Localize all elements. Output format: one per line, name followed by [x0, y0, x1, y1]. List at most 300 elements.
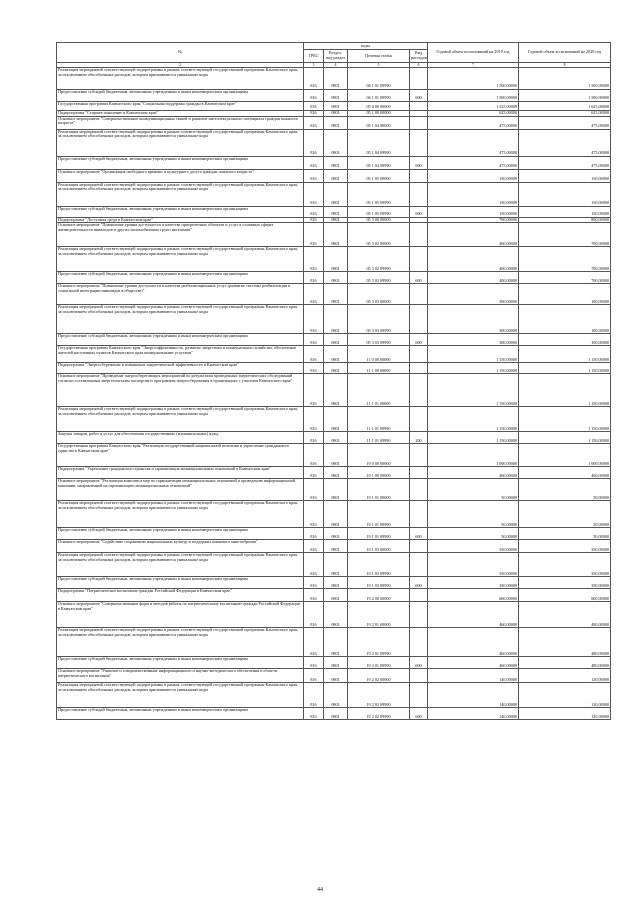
- row-2019-value: 50,00000: [428, 501, 519, 528]
- row-target: 11 0 00 00000: [348, 346, 410, 363]
- row-exp-type: [410, 346, 428, 363]
- row-2019-value: 1 225,00000: [428, 102, 519, 111]
- header-exp-type: Вид расходов: [410, 50, 428, 63]
- table-row: [57, 657, 611, 669]
- row-exp-type: 600: [410, 528, 428, 540]
- row-name: Реализация мероприятий соответствующей подпрограммы в рамках соответствующей государственной программы Камчатского края, за исключением обособленных расходов, которым присваиваются уникальные коды: [57, 407, 304, 432]
- table-row: [57, 247, 611, 272]
- row-target: 19 1 03 00000: [348, 540, 410, 553]
- row-name: Реализация мероприятий соответствующей подпрограммы в рамках соответствующей государственной программы Камчатского края, за исключением обособленных расходов, которым присваиваются уникальные коды: [57, 553, 304, 577]
- row-2019-value: 1 150,00000: [428, 374, 519, 407]
- row-name: Предоставление субсидий бюджетным, автономным учреждениям и иным некоммерческим организациям: [57, 334, 304, 346]
- table-row: [57, 374, 611, 407]
- colnum: 4: [324, 63, 348, 68]
- row-2019-value: 460,00000: [428, 657, 519, 669]
- row-grbs: 816: [304, 68, 324, 90]
- row-2019-value: 50,00000: [428, 479, 519, 501]
- row-2020-value: 625,00000: [519, 111, 611, 117]
- header-grbs: ГРБС: [304, 50, 324, 63]
- budget-table: [56, 42, 611, 720]
- row-grbs: 816: [304, 628, 324, 657]
- row-target: 19 2 01 00000: [348, 602, 410, 628]
- row-2020-value: 1 500,00000: [519, 90, 611, 102]
- row-2019-value: 400,00000: [428, 272, 519, 284]
- row-target: 19 1 01 00000: [348, 479, 410, 501]
- row-section: 0801: [324, 467, 348, 479]
- row-section: 0801: [324, 683, 348, 708]
- row-target: 05 3 03 09990: [348, 305, 410, 334]
- table-row: [57, 553, 611, 577]
- row-2020-value: 120,00000: [519, 669, 611, 683]
- row-name: Реализация мероприятий соответствующей подпрограммы в рамках соответствующей государственной программы Камчатского края, за исключением обособленных расходов, которым присваиваются уникальные коды: [57, 182, 304, 206]
- row-grbs: 816: [304, 602, 324, 628]
- row-2019-value: 150,00000: [428, 182, 519, 206]
- row-name: Предоставление субсидий бюджетным, автономным учреждениям и иным некоммерческим организациям: [57, 90, 304, 102]
- row-grbs: 816: [304, 90, 324, 102]
- row-grbs: 816: [304, 217, 324, 223]
- row-exp-type: [410, 501, 428, 528]
- row-grbs: 816: [304, 169, 324, 182]
- row-target: 19 1 03 09990: [348, 553, 410, 577]
- colnum: 2: [57, 63, 304, 68]
- table-row: [57, 577, 611, 589]
- row-section: 0801: [324, 501, 348, 528]
- table-row: [57, 628, 611, 657]
- row-target: 05 0 00 00000: [348, 102, 410, 111]
- colnum: 6: [410, 63, 428, 68]
- row-name: Подпрограмма "Патриотическое воспитание граждан Российской Федерации в Камчатском крае": [57, 589, 304, 602]
- row-name: Реализация мероприятий соответствующей подпрограммы в рамках соответствующей государственной программы Камчатского края, за исключением обособленных расходов, которым присваиваются уникальные коды: [57, 68, 304, 90]
- row-exp-type: [410, 116, 428, 129]
- row-section: 0801: [324, 589, 348, 602]
- row-section: 0801: [324, 553, 348, 577]
- row-grbs: 816: [304, 272, 324, 284]
- row-name: Предоставление субсидий бюджетным, автономным учреждениям и иным некоммерческим организациям: [57, 528, 304, 540]
- row-2020-value: 700,00000: [519, 223, 611, 247]
- row-name: Предоставление субсидий бюджетным, автономным учреждениям и иным некоммерческим организациям: [57, 156, 304, 169]
- row-exp-type: 600: [410, 206, 428, 217]
- row-2020-value: 480,00000: [519, 602, 611, 628]
- row-target: 19 0 00 00000: [348, 444, 410, 467]
- row-section: 0801: [324, 116, 348, 129]
- row-grbs: 816: [304, 528, 324, 540]
- row-2019-value: 300,00000: [428, 284, 519, 305]
- table-row: [57, 444, 611, 467]
- row-section: 0801: [324, 129, 348, 156]
- row-grbs: 816: [304, 589, 324, 602]
- row-target: 19 2 02 09990: [348, 708, 410, 720]
- row-name: Основное мероприятие "Совершенствование коммуникационных связей и развитие интеллектуального потенциала граждан пожилого возраста": [57, 116, 304, 129]
- row-exp-type: [410, 182, 428, 206]
- colnum: 3: [304, 63, 324, 68]
- row-grbs: 816: [304, 407, 324, 432]
- row-name: Основное мероприятие "Повышение уровня доступности и качества приоритетных объектов и услуг в основных сферах жизнедеятельности инвалидов и других маломобильных групп населения": [57, 223, 304, 247]
- row-section: 0801: [324, 374, 348, 407]
- row-section: 0801: [324, 102, 348, 111]
- row-2020-value: 1 150,00000: [519, 363, 611, 374]
- table-row: [57, 432, 611, 444]
- row-2020-value: 475,00000: [519, 129, 611, 156]
- row-2019-value: 460,00000: [428, 602, 519, 628]
- row-target: 05 1 00 00000: [348, 111, 410, 117]
- row-target: 04 1 01 09990: [348, 68, 410, 90]
- row-2020-value: 100,00000: [519, 305, 611, 334]
- row-target: 05 3 00 00000: [348, 217, 410, 223]
- row-2019-value: 140,00000: [428, 708, 519, 720]
- row-exp-type: [410, 223, 428, 247]
- row-section: 0801: [324, 602, 348, 628]
- row-target: 05 1 05 09990: [348, 206, 410, 217]
- row-grbs: 816: [304, 129, 324, 156]
- header-2019: Годовой объем ассигнований на 2019 год: [428, 43, 519, 63]
- row-exp-type: 200: [410, 432, 428, 444]
- row-grbs: 816: [304, 540, 324, 553]
- table-row: [57, 501, 611, 528]
- row-exp-type: [410, 479, 428, 501]
- table-row: [57, 407, 611, 432]
- row-grbs: 816: [304, 346, 324, 363]
- table-body: [57, 68, 611, 720]
- row-target: 19 2 00 00000: [348, 589, 410, 602]
- row-exp-type: 600: [410, 657, 428, 669]
- row-grbs: 816: [304, 363, 324, 374]
- row-section: 0801: [324, 68, 348, 90]
- row-2019-value: 460,00000: [428, 628, 519, 657]
- row-exp-type: [410, 247, 428, 272]
- row-grbs: 816: [304, 305, 324, 334]
- row-name: Основное мероприятие "Проведение энергосберегающих мероприятий по результатам проведенных энергетических обследований согласно составленным энергетическим паспортам и программам энергосбережения в организациях с участием Камчатского края": [57, 374, 304, 407]
- row-name: Основное мероприятие "Повышение уровня доступности и качества реабилитационных услуг (развитие системы реабилитации и социальной интеграции инвалидов в обществе)": [57, 284, 304, 305]
- row-section: 0801: [324, 540, 348, 553]
- row-exp-type: [410, 129, 428, 156]
- header-2020: Годовой объем ассигнований на 2020 год: [519, 43, 611, 63]
- row-target: 19 2 02 09990: [348, 683, 410, 708]
- header-target: Целевая статья: [348, 50, 410, 63]
- row-target: 05 1 05 09990: [348, 182, 410, 206]
- row-exp-type: 600: [410, 334, 428, 346]
- row-grbs: 816: [304, 657, 324, 669]
- row-target: 11 1 01 09990: [348, 407, 410, 432]
- row-grbs: 816: [304, 374, 324, 407]
- row-2019-value: 475,00000: [428, 129, 519, 156]
- row-2019-value: 1 500,00000: [428, 68, 519, 90]
- row-exp-type: [410, 68, 428, 90]
- row-exp-type: [410, 102, 428, 111]
- row-2019-value: 150,00000: [428, 206, 519, 217]
- row-name: Реализация мероприятий соответствующей подпрограммы в рамках соответствующей государственной программы Камчатского края, за исключением обособленных расходов, которым присваиваются уникальные коды: [57, 129, 304, 156]
- row-2020-value: 150,00000: [519, 169, 611, 182]
- row-section: 0801: [324, 346, 348, 363]
- row-exp-type: [410, 628, 428, 657]
- table-row: [57, 169, 611, 182]
- row-section: 0801: [324, 407, 348, 432]
- row-section: 0801: [324, 182, 348, 206]
- row-exp-type: [410, 553, 428, 577]
- row-2019-value: 400,00000: [428, 467, 519, 479]
- row-grbs: 816: [304, 223, 324, 247]
- row-name: Подпрограмма "Старшее поколение в Камчатском крае": [57, 111, 304, 117]
- row-name: Государственная программа Камчатского края "Энергоэффективность, развитие энергетики и коммунального хозяйства, обеспечение жителей населенных пунктов Камчатского края коммунальными услугами": [57, 346, 304, 363]
- row-2019-value: 300,00000: [428, 305, 519, 334]
- table-row: [57, 334, 611, 346]
- row-exp-type: 600: [410, 156, 428, 169]
- row-exp-type: [410, 407, 428, 432]
- row-name: Государственная программа Камчатского края "Социальная поддержка граждан в Камчатском крае": [57, 102, 304, 111]
- row-2019-value: 350,00000: [428, 540, 519, 553]
- table-row: [57, 479, 611, 501]
- row-2020-value: 400,00000: [519, 467, 611, 479]
- table-row: [57, 223, 611, 247]
- table-row: [57, 68, 611, 90]
- row-target: 11 1 01 09990: [348, 432, 410, 444]
- row-target: 05 3 02 09990: [348, 247, 410, 272]
- row-exp-type: [410, 602, 428, 628]
- row-2020-value: 700,00000: [519, 247, 611, 272]
- row-target: 05 1 04 00000: [348, 116, 410, 129]
- row-grbs: 816: [304, 577, 324, 589]
- row-2020-value: 120,00000: [519, 708, 611, 720]
- row-2019-value: 300,00000: [428, 334, 519, 346]
- row-section: 0801: [324, 628, 348, 657]
- table-row: [57, 182, 611, 206]
- row-grbs: 816: [304, 247, 324, 272]
- row-2020-value: 1 625,00000: [519, 102, 611, 111]
- row-2019-value: 140,00000: [428, 683, 519, 708]
- row-section: 0801: [324, 272, 348, 284]
- row-2020-value: 475,00000: [519, 116, 611, 129]
- row-section: 0801: [324, 334, 348, 346]
- row-name: Реализация мероприятий соответствующей подпрограммы в рамках соответствующей государственной программы Камчатского края, за исключением обособленных расходов, которым присваиваются уникальные коды: [57, 305, 304, 334]
- row-2019-value: 150,00000: [428, 169, 519, 182]
- row-2019-value: 350,00000: [428, 577, 519, 589]
- row-target: 19 2 02 00000: [348, 669, 410, 683]
- row-exp-type: [410, 363, 428, 374]
- row-section: 0801: [324, 363, 348, 374]
- row-2020-value: 100,00000: [519, 334, 611, 346]
- row-2020-value: 480,00000: [519, 628, 611, 657]
- table-row: [57, 206, 611, 217]
- row-target: 19 2 01 09990: [348, 657, 410, 669]
- row-exp-type: [410, 374, 428, 407]
- row-2020-value: 1 150,00000: [519, 374, 611, 407]
- row-name: Реализация мероприятий соответствующей подпрограммы в рамках соответствующей государственной программы Камчатского края, за исключением обособленных расходов, которым присваиваются уникальные коды: [57, 628, 304, 657]
- budget-table-sheet: [56, 42, 610, 720]
- table-row: [57, 363, 611, 374]
- row-grbs: 816: [304, 206, 324, 217]
- row-2020-value: 1 000,00000: [519, 444, 611, 467]
- table-row: [57, 116, 611, 129]
- row-2019-value: 625,00000: [428, 111, 519, 117]
- row-grbs: 816: [304, 444, 324, 467]
- row-section: 0801: [324, 156, 348, 169]
- row-exp-type: 600: [410, 577, 428, 589]
- row-grbs: 816: [304, 708, 324, 720]
- row-2019-value: 1 500,00000: [428, 90, 519, 102]
- row-grbs: 816: [304, 669, 324, 683]
- page-number: 44: [317, 887, 323, 893]
- row-2019-value: 1 150,00000: [428, 346, 519, 363]
- row-2019-value: 475,00000: [428, 116, 519, 129]
- row-grbs: 816: [304, 116, 324, 129]
- row-target: 04 1 01 09990: [348, 90, 410, 102]
- row-exp-type: [410, 284, 428, 305]
- row-2019-value: 350,00000: [428, 553, 519, 577]
- row-2020-value: 350,00000: [519, 540, 611, 553]
- row-exp-type: [410, 169, 428, 182]
- row-target: 19 1 00 00000: [348, 467, 410, 479]
- table-row: [57, 467, 611, 479]
- row-section: 0801: [324, 577, 348, 589]
- row-target: 05 3 02 09990: [348, 272, 410, 284]
- row-section: 0801: [324, 657, 348, 669]
- row-2019-value: 1 150,00000: [428, 432, 519, 444]
- row-grbs: 816: [304, 479, 324, 501]
- colnum: 5: [348, 63, 410, 68]
- row-2020-value: 150,00000: [519, 182, 611, 206]
- row-grbs: 816: [304, 334, 324, 346]
- row-name: Реализация мероприятий соответствующей подпрограммы в рамках соответствующей государственной программы Камчатского края, за исключением обособленных расходов, которым присваиваются уникальные коды: [57, 501, 304, 528]
- row-section: 0801: [324, 284, 348, 305]
- row-section: 0801: [324, 90, 348, 102]
- row-section: 0801: [324, 669, 348, 683]
- table-row: [57, 305, 611, 334]
- row-section: 0801: [324, 305, 348, 334]
- row-2020-value: 600,00000: [519, 589, 611, 602]
- row-exp-type: [410, 683, 428, 708]
- row-2019-value: 475,00000: [428, 156, 519, 169]
- row-target: 05 3 02 00000: [348, 223, 410, 247]
- row-target: 11 1 01 00000: [348, 374, 410, 407]
- row-name: Реализация мероприятий соответствующей подпрограммы в рамках соответствующей государственной программы Камчатского края, за исключением обособленных расходов, которым присваиваются уникальные коды: [57, 683, 304, 708]
- row-name: Подпрограмма "Доступная среда в Камчатском крае": [57, 217, 304, 223]
- row-target: 19 1 01 09990: [348, 501, 410, 528]
- row-2019-value: 140,00000: [428, 669, 519, 683]
- row-2019-value: 700,00000: [428, 217, 519, 223]
- row-2020-value: 475,00000: [519, 156, 611, 169]
- row-2019-value: 1 150,00000: [428, 363, 519, 374]
- row-name: Предоставление субсидий бюджетным, автономным учреждениям и иным некоммерческим организациям: [57, 206, 304, 217]
- row-grbs: 816: [304, 467, 324, 479]
- row-2020-value: 150,00000: [519, 206, 611, 217]
- table-row: [57, 589, 611, 602]
- row-2020-value: 50,00000: [519, 501, 611, 528]
- row-name: Закупка товаров, работ и услуг для обеспечения государственных (муниципальных) нужд: [57, 432, 304, 444]
- row-exp-type: [410, 444, 428, 467]
- table-row: [57, 708, 611, 720]
- row-name: Подпрограмма "Энергосбережение и повышение энергетической эффективности в Камчатском крае": [57, 363, 304, 374]
- row-2019-value: 1 000,00000: [428, 444, 519, 467]
- row-name: Основное мероприятие "Развитие и совершенствование информационного и научно-методического обеспечения в области патриотического воспитания": [57, 669, 304, 683]
- row-name: Государственная программа Камчатского края "Реализация государственной национальной политики и укрепление гражданского единства в Камчатском крае": [57, 444, 304, 467]
- row-section: 0801: [324, 223, 348, 247]
- row-section: 0801: [324, 432, 348, 444]
- header-codes: коды: [304, 43, 428, 50]
- row-target: 19 1 01 09990: [348, 528, 410, 540]
- row-target: 05 3 03 00000: [348, 284, 410, 305]
- row-grbs: 816: [304, 683, 324, 708]
- table-row: [57, 540, 611, 553]
- row-grbs: 816: [304, 156, 324, 169]
- row-2019-value: 50,00000: [428, 528, 519, 540]
- row-target: 19 1 03 09990: [348, 577, 410, 589]
- table-row: [57, 602, 611, 628]
- row-section: 0801: [324, 169, 348, 182]
- row-2019-value: 600,00000: [428, 589, 519, 602]
- row-section: 0801: [324, 708, 348, 720]
- row-exp-type: 600: [410, 272, 428, 284]
- row-grbs: 816: [304, 102, 324, 111]
- row-2020-value: 120,00000: [519, 683, 611, 708]
- row-2020-value: 1 150,00000: [519, 432, 611, 444]
- header-section: Раздел, под-раздел: [324, 50, 348, 63]
- row-name: Предоставление субсидий бюджетным, автономным учреждениям и иным некоммерческим организациям: [57, 577, 304, 589]
- colnum: 8: [519, 63, 611, 68]
- table-row: [57, 346, 611, 363]
- row-name: Предоставление субсидий бюджетным, автономным учреждениям и иным некоммерческим организациям: [57, 272, 304, 284]
- row-section: 0801: [324, 217, 348, 223]
- table-row: [57, 669, 611, 683]
- row-grbs: 816: [304, 111, 324, 117]
- row-exp-type: [410, 589, 428, 602]
- row-section: 0801: [324, 528, 348, 540]
- row-target: 05 1 04 09990: [348, 129, 410, 156]
- row-2019-value: 400,00000: [428, 247, 519, 272]
- row-2020-value: 1 150,00000: [519, 346, 611, 363]
- row-2020-value: 800,00000: [519, 217, 611, 223]
- row-2019-value: 1 150,00000: [428, 407, 519, 432]
- row-2020-value: 50,00000: [519, 528, 611, 540]
- row-grbs: 816: [304, 182, 324, 206]
- row-target: 05 1 05 00000: [348, 169, 410, 182]
- row-exp-type: [410, 305, 428, 334]
- row-name: Подпрограмма "Укрепление гражданского единства и гармонизация межнациональных отношений в Камчатском крае": [57, 467, 304, 479]
- row-2020-value: 100,00000: [519, 284, 611, 305]
- row-2020-value: 350,00000: [519, 577, 611, 589]
- row-2020-value: 50,00000: [519, 479, 611, 501]
- row-2020-value: 1 150,00000: [519, 407, 611, 432]
- row-2019-value: 400,00000: [428, 223, 519, 247]
- row-target: 05 3 03 09990: [348, 334, 410, 346]
- row-exp-type: 600: [410, 90, 428, 102]
- row-section: 0801: [324, 111, 348, 117]
- row-section: 0801: [324, 479, 348, 501]
- row-section: 0801: [324, 444, 348, 467]
- row-name: Основное мероприятие "Организация свободного времени и культурного досуга граждан пожилого возраста": [57, 169, 304, 182]
- colnum: 7: [428, 63, 519, 68]
- row-name: Реализация мероприятий соответствующей подпрограммы в рамках соответствующей государственной программы Камчатского края, за исключением обособленных расходов, которым присваиваются уникальные коды: [57, 247, 304, 272]
- table-row: [57, 284, 611, 305]
- row-exp-type: [410, 669, 428, 683]
- row-grbs: 816: [304, 284, 324, 305]
- row-2020-value: 1 500,00000: [519, 68, 611, 90]
- table-row: [57, 528, 611, 540]
- row-grbs: 816: [304, 432, 324, 444]
- table-row: [57, 90, 611, 102]
- row-name: Основное мероприятие "Реализация комплекса мер по гармонизации межнациональных отношений и проведению информационной кампании, направленной на гармонизацию межнациональных отношений": [57, 479, 304, 501]
- row-2020-value: 700,00000: [519, 272, 611, 284]
- row-name: Основное мероприятие "Содействие сохранению национальных культур и поддержка языкового многообразия": [57, 540, 304, 553]
- row-name: Предоставление субсидий бюджетным, автономным учреждениям и иным некоммерческим организациям: [57, 708, 304, 720]
- row-name: Предоставление субсидий бюджетным, автономным учреждениям и иным некоммерческим организациям: [57, 657, 304, 669]
- row-grbs: 816: [304, 501, 324, 528]
- row-exp-type: [410, 467, 428, 479]
- row-exp-type: [410, 540, 428, 553]
- row-name: Основное мероприятие "Совершенствование форм и методов работы по патриотическому воспитанию граждан Российской Федерации в Камчатском крае": [57, 602, 304, 628]
- row-grbs: 816: [304, 553, 324, 577]
- row-section: 0801: [324, 247, 348, 272]
- row-target: 19 2 01 09990: [348, 628, 410, 657]
- row-2020-value: 480,00000: [519, 657, 611, 669]
